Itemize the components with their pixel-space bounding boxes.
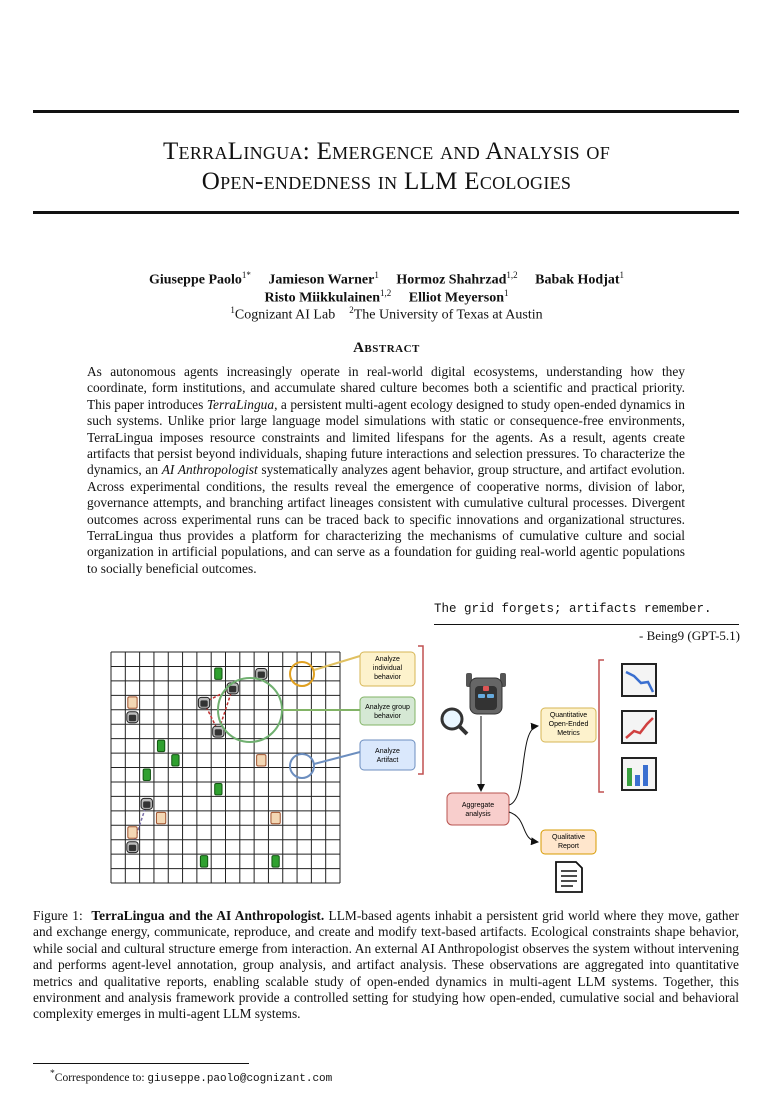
author-name: Jamieson Warner [268,272,375,288]
author-name: Hormoz Shahrzad [396,272,507,288]
caption-text: LLM-based agents inhabit a persistent grid world where they move, gather and exchange energy, communicate, reproduce, and create and modify text-based artifacts. Ecological constraints shape behavior, while social and cultural structure emerge from interaction. An external AI Anthropologist observes the system without intervening and performs agent-level annotation, group analysis, and artifact analysis. These observations are aggregated into quantitative metrics and qualitative reports, enabling scalable study of open-ended dynamics in multi-agent LLM systems. Together, this environment and analysis framework provide a controlled setting for studying how open-ended, cumulative social and behavioral complexity emerges in multi-agent LLM systems. [33,908,739,1022]
affiliations [0,301,773,325]
affil-sup: 1 [230,305,235,315]
arrow-aggregate-to-qual [509,812,538,842]
connector-artifact [314,752,360,764]
abstract-emphasis: AI Anthropologist [161,462,258,478]
box-quant-metrics [541,708,596,742]
box-text: Analyze [375,656,400,663]
box-text: Analyze group [365,704,410,711]
box-analyze-individual [360,652,415,686]
analysis-bracket [418,646,423,774]
footnote-text: Correspondence to: [54,1071,148,1084]
box-text: Qualitative [551,834,586,841]
box-text: Metrics [557,730,580,737]
abstract-text: systematically analyzes agent behavior, group structure, and artifact evolution. Across experimental conditions, the results reveal the emergence of cooperative norms, division of labor, governance attempts, and branching artifact lineages consistent with cumulative cultural processes. Divergent outcomes across experimental runs can be traced back to specific innovations and organizational structures. TerraLingua thus provides a platform for characterizing the mechanisms of cumulative culture and social organization in artificial populations, and can serve as a foundation for guiding real-world agentic populations to socially beneficial outcomes. [87,462,685,576]
paper-title-line2: Open-endedness in LLM Ecologies [201,168,572,195]
caption-label: Figure 1: [33,908,83,923]
box-text: Artifact [376,757,399,764]
connector-individual [314,656,360,670]
agent-icon [227,683,238,694]
artifact-scroll-icon [156,812,165,823]
artifact-scroll-icon [257,755,266,766]
abstract-text: As autonomous agents increasingly operate in real-world digital ecosystems, understanding how they coordinate, form institutions, and accumulate shared culture becomes both a scientific and practical priority. This paper introduces [87,364,685,412]
artifact-scroll-icon [128,697,137,708]
box-aggregate-analysis [447,793,509,825]
box-text: Analyze [375,748,400,755]
author-sup: 1,2 [380,288,392,298]
footnote-email-link[interactable]: giuseppe.paolo@cognizant.com [147,1072,333,1085]
footnote [50,1068,332,1085]
title-bottom-rule [33,211,739,214]
energy-battery-icon [272,856,279,867]
box-analyze-group [360,697,415,725]
agent-icon [127,842,138,853]
robot-icon [442,673,506,734]
box-text: Open-Ended [548,721,589,728]
top-rule [33,110,739,113]
box-text: behavior [374,713,401,720]
energy-battery-icon [143,769,150,780]
agent-icon [256,668,267,679]
report-document-icon [556,862,582,892]
chart-down-icon [622,664,656,696]
author-name: Giuseppe Paolo [148,272,242,288]
metrics-bracket [599,660,604,792]
agent-icon [127,712,138,723]
box-text: Aggregate [461,802,495,809]
box-analyze-artifact [360,740,415,770]
caption-bold: TerraLingua and the AI Anthropologist. [91,908,325,923]
footnote-rule [33,1063,249,1064]
figure-caption [33,908,739,1023]
footnote-mark: * [50,1068,55,1079]
paper-title-line1: TerraLingua: Emergence and Analysis of [162,138,611,165]
affiliation-1: Cognizant AI Lab [234,307,336,323]
author-sup: 1 [374,270,379,280]
arrow-aggregate-to-quant [509,726,538,805]
energy-battery-icon [172,755,179,766]
box-text: Report [557,843,580,850]
author-sup: 1 [619,270,625,280]
abstract-heading: Abstract [353,340,420,356]
box-text: Quantitative [549,712,588,719]
grid-world [111,652,340,883]
energy-battery-icon [157,740,164,751]
bar-chart-icon [622,758,656,790]
epigraph-quote: The grid forgets; artifacts remember. [434,602,712,616]
artifact-highlight-circle [290,754,314,778]
affil-sup: 2 [349,305,354,315]
chart-up-icon [622,711,656,743]
energy-battery-icon [200,856,207,867]
artifact-scroll-icon [271,812,280,823]
box-qual-report [541,830,596,854]
author-name: Risto Miikkulainen [264,290,380,306]
abstract-emphasis: TerraLingua [206,396,275,412]
figure-1 [0,640,773,900]
individual-highlight-circle [290,662,314,686]
author-name: Babak Hodjat [535,272,620,288]
abstract-text: , a persistent multi-agent ecology designed to study open-ended dynamics in such systems. Unlike prior large language model simulations with static or consequence-free environments, TerraLingua imposes resource constraints and limited lifespans for the agents. As a result, agents create artifacts that persist beyond individuals, shaping future interactions and selection pressures. To characterize the dynamics, an [87,396,685,478]
author-sup: 1* [241,270,251,280]
epigraph-rule [434,624,739,625]
box-text: behavior [374,674,401,681]
author-sup: 1 [504,288,509,298]
box-text: individual [372,665,403,672]
artifact-scroll-icon [128,827,137,838]
epigraph-attribution: - Being9 (GPT-5.1) [639,628,740,643]
energy-battery-icon [215,783,222,794]
box-text: analysis [465,811,491,818]
author-sup: 1,2 [506,270,518,280]
affiliation-2: The University of Texas at Austin [353,307,543,323]
agent-icon [198,697,209,708]
agent-icon [141,798,152,809]
energy-battery-icon [215,668,222,679]
author-name: Elliot Meyerson [408,290,505,306]
abstract-body [87,364,685,577]
